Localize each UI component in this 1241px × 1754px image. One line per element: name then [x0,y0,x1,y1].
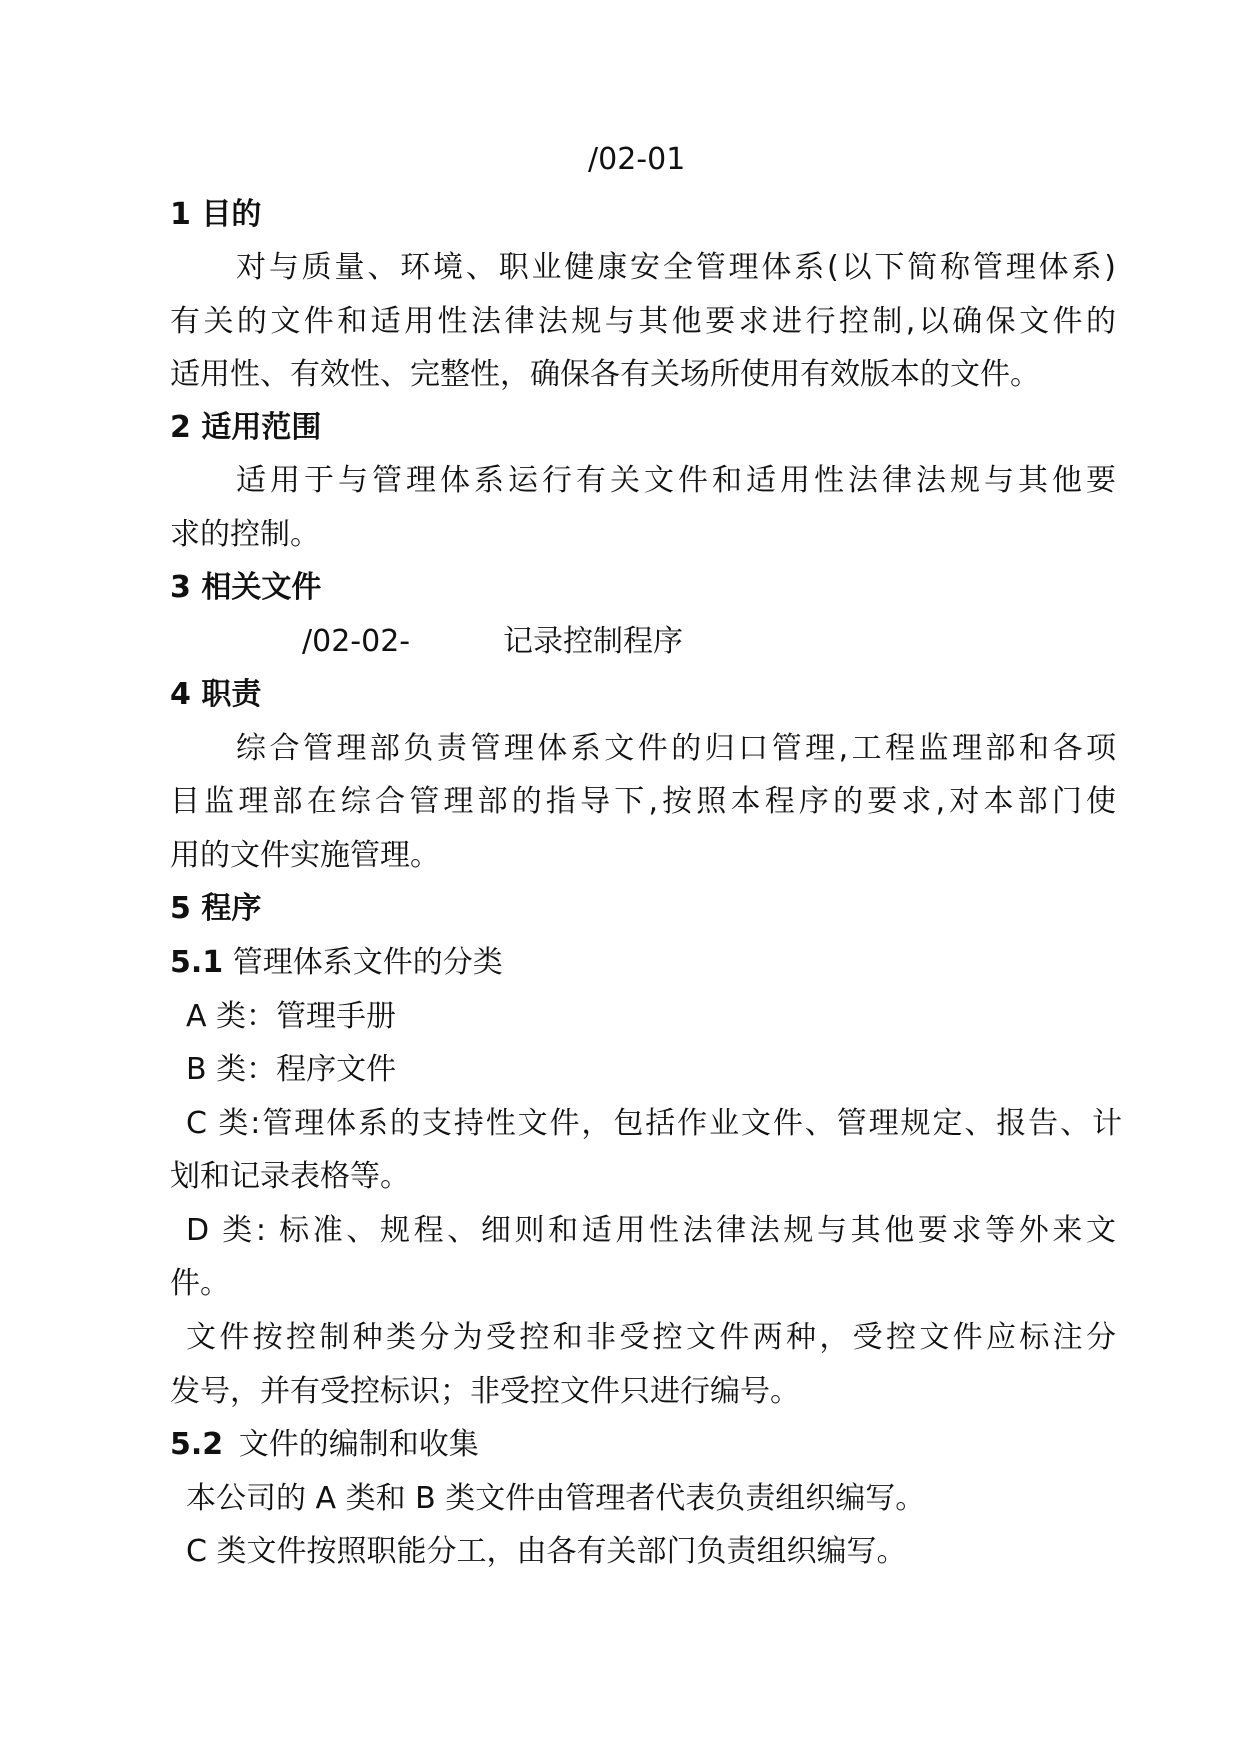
subsection-5-2-heading [170,1425,479,1465]
subsection-5-1-title: 管理体系文件的分类 [232,945,503,980]
section-4-heading: 4 职责 [170,677,262,712]
related-doc-code: /02-02- [302,624,411,659]
section-4-line-2: 目监理部在综合管理部的指导下,按照本程序的要求,对本部门使 [170,784,1116,819]
section-4-line-3: 用的文件实施管理。 [170,838,440,873]
control-types-line-1: 文件按控制种类分为受控和非受控文件两种，受控文件应标注分 [186,1320,1116,1355]
document-code: /02-01 [588,142,686,177]
related-doc-title: 记录控制程序 [503,624,683,659]
section-5-heading: 5 程序 [170,891,262,926]
class-d-item-line-2: 件。 [170,1266,230,1301]
subsection-5-2-title: 文件的编制和收集 [238,1427,479,1462]
section-1-line-1: 对与质量、环境、职业健康安全管理体系(以下简称管理体系) [236,250,1116,285]
control-types-line-2: 发号，并有受控标识；非受控文件只进行编号。 [170,1374,800,1409]
section-2-line-1: 适用于与管理体系运行有关文件和适用性法律法规与其他要 [236,463,1116,498]
section-2-heading: 2 适用范围 [170,410,322,445]
class-b-item: B 类：程序文件 [186,1052,397,1087]
subsection-5-2-number: 5.2 [170,1427,224,1462]
section-1-heading: 1 目的 [170,197,262,232]
section-4-line-1: 综合管理部负责管理体系文件的归口管理,工程监理部和各项 [236,731,1116,766]
class-c-item-line-1: C 类:管理体系的支持性文件，包括作业文件、管理规定、报告、计 [186,1106,1122,1141]
class-d-item-line-1: D 类: 标准、规程、细则和适用性法律法规与其他要求等外来文 [186,1213,1116,1248]
class-c-item-line-2: 划和记录表格等。 [170,1159,410,1194]
subsection-5-1-heading [170,943,503,983]
subsection-5-1-number: 5.1 [170,945,224,980]
class-a-item: A 类：管理手册 [186,999,397,1034]
section-1-line-2: 有关的文件和适用性法律法规与其他要求进行控制,以确保文件的 [170,304,1116,339]
section-2-line-2: 求的控制。 [170,517,320,552]
section-1-line-3: 适用性、有效性、完整性，确保各有关场所使用有效版本的文件。 [170,357,1040,392]
compilation-line-1: 本公司的 A 类和 B 类文件由管理者代表负责组织编写。 [186,1481,926,1516]
compilation-line-2: C 类文件按照职能分工，由各有关部门负责组织编写。 [186,1534,907,1569]
section-3-heading: 3 相关文件 [170,570,322,605]
